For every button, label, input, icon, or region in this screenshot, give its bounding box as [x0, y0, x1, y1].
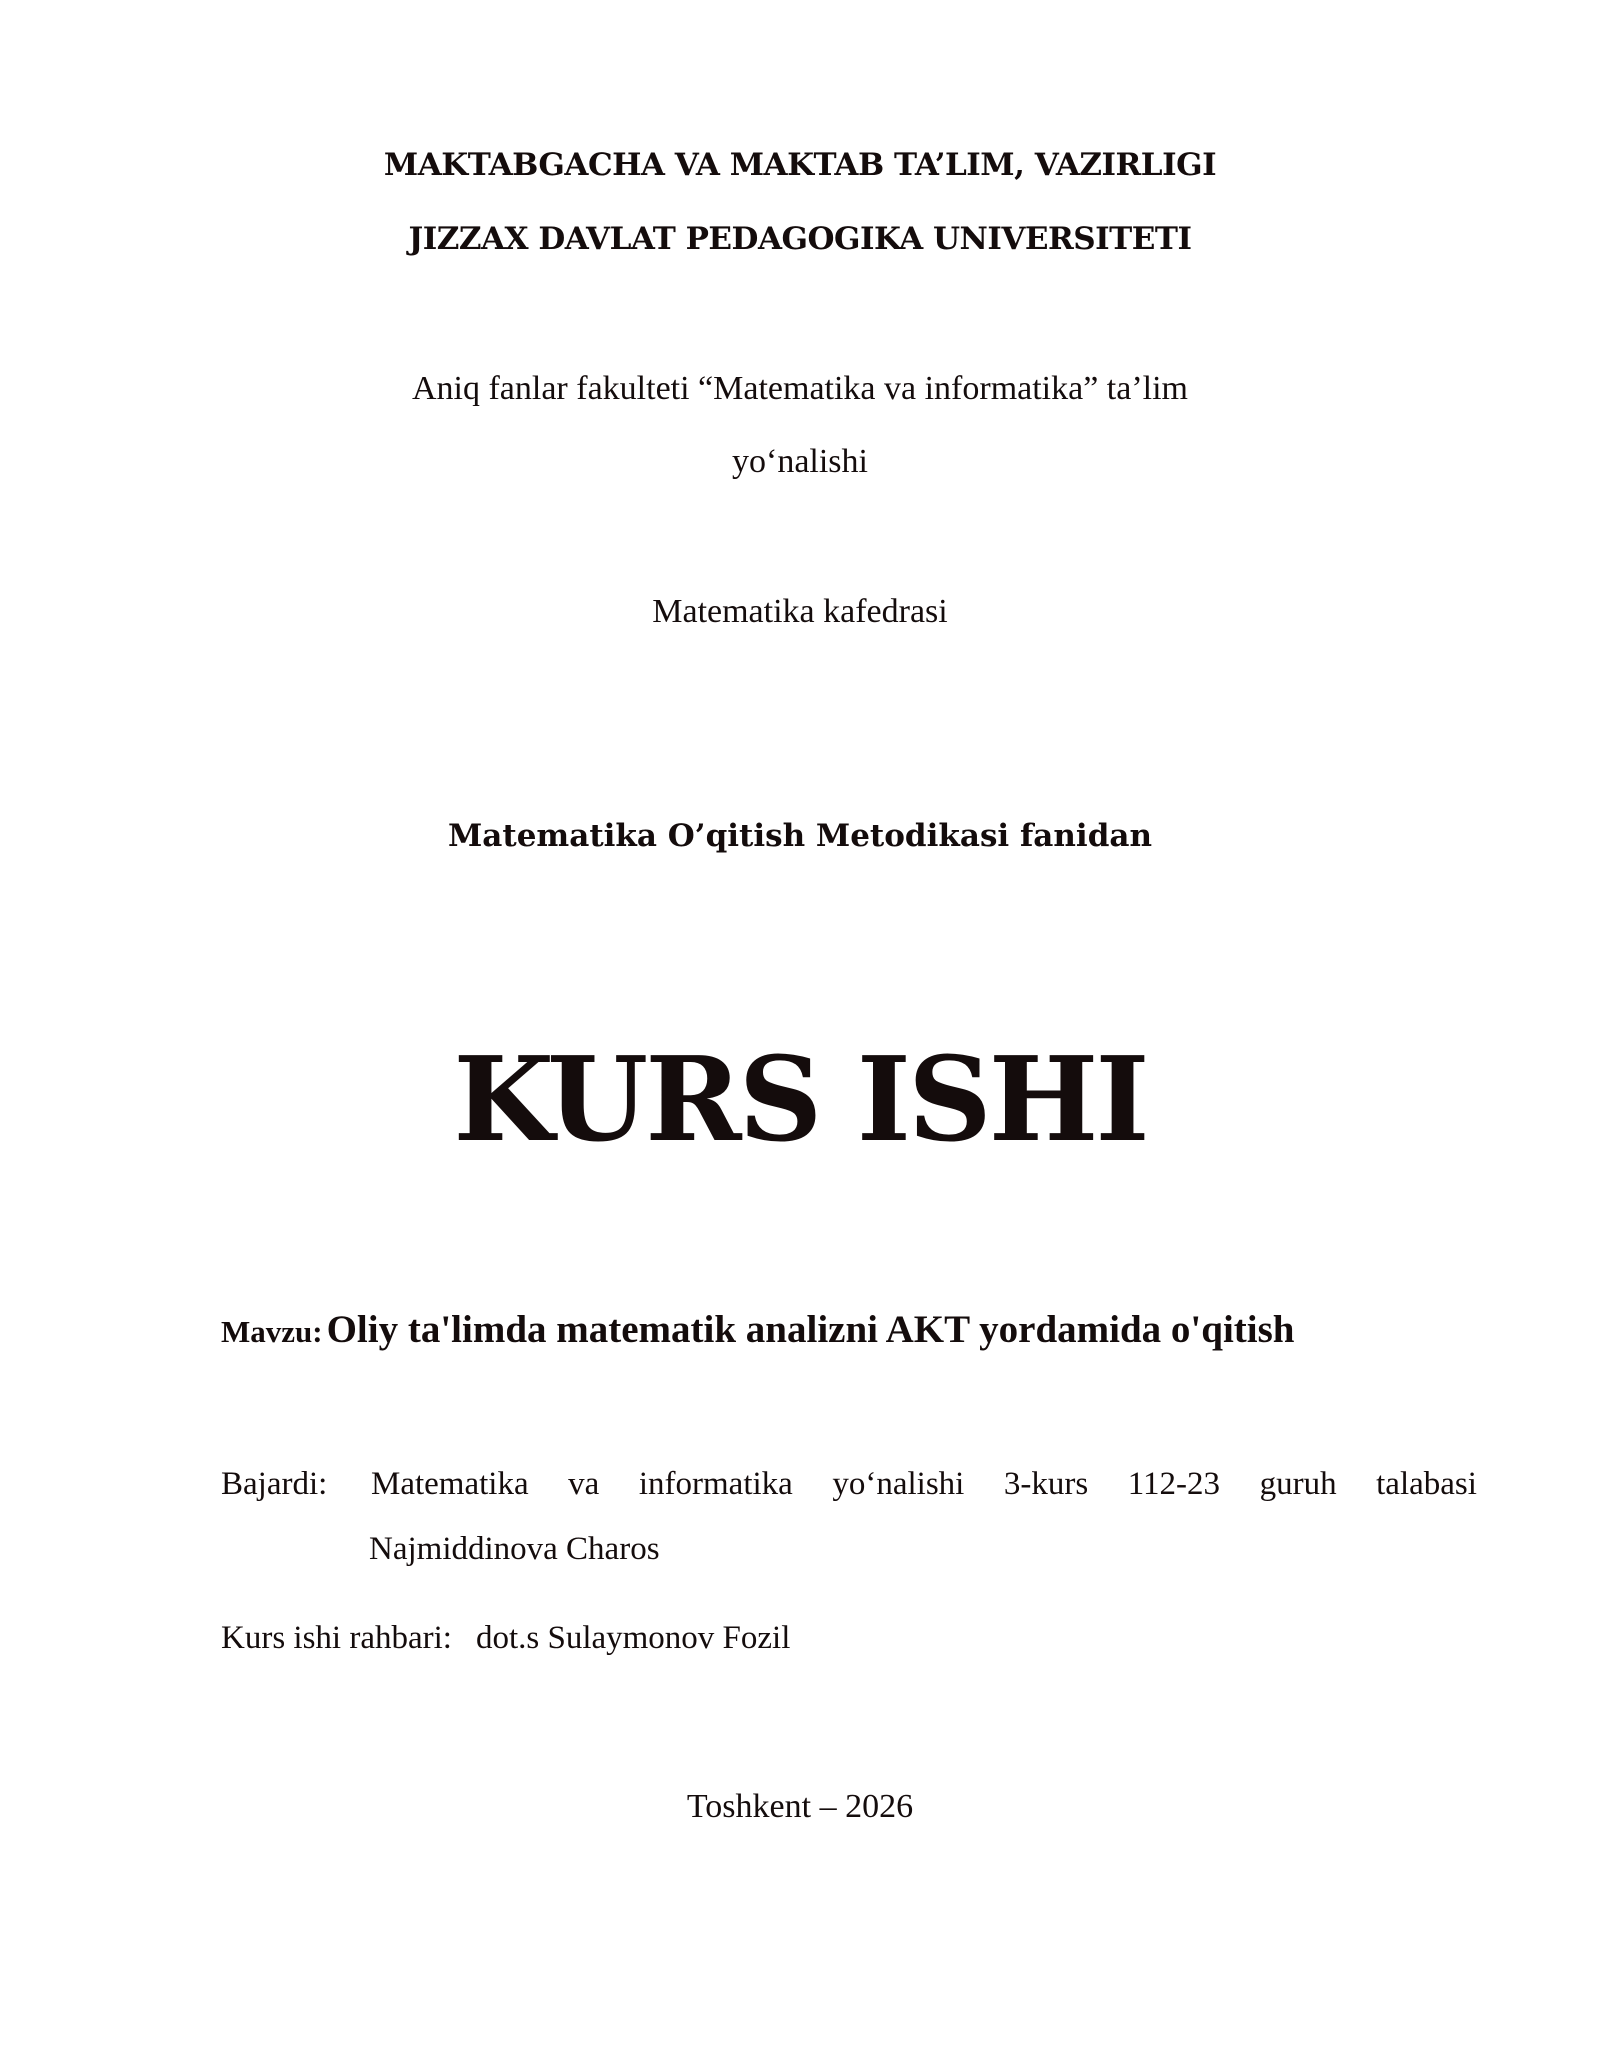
performer-word: va — [568, 1466, 600, 1502]
performer-line — [221, 1466, 1477, 1503]
performer-label: Bajardi: — [221, 1466, 328, 1502]
performer-word: talabasi — [1376, 1466, 1477, 1502]
ministry-name: MAKTABGACHA VA MAKTAB TA’LIM, VAZIRLIGI — [383, 147, 1217, 183]
university-name: JIZZAX DAVLAT PEDAGOGIKA UNIVERSITETI — [408, 221, 1192, 257]
faculty-line-1: Aniq fanlar fakulteti “Matematika va informatika” ta’lim — [411, 370, 1189, 407]
supervisor-line — [221, 1620, 790, 1657]
performer-word: guruh — [1259, 1466, 1337, 1502]
performer-word: yo‘nalishi — [832, 1466, 965, 1502]
document-title: KURS ISHI — [453, 1032, 1147, 1168]
performer-word: 112-23 — [1127, 1466, 1221, 1502]
topic-label: Mavzu: — [221, 1314, 323, 1349]
supervisor-label: Kurs ishi rahbari: — [221, 1620, 452, 1656]
topic-line — [221, 1307, 1294, 1352]
performer-word: 3-kurs — [1003, 1466, 1089, 1502]
faculty-line-2: yo‘nalishi — [732, 443, 868, 480]
subject-name: Matematika O’qitish Metodikasi fanidan — [447, 818, 1153, 854]
performer-word: Matematika — [371, 1466, 529, 1502]
city-year: Toshkent – 2026 — [686, 1788, 914, 1825]
topic-value: Oliy ta'limda matematik analizni AKT yordamida o'qitish — [326, 1308, 1295, 1351]
performer-word: informatika — [638, 1466, 793, 1502]
student-name: Najmiddinova Charos — [369, 1531, 660, 1567]
performer-description — [371, 1466, 1477, 1503]
supervisor-name: dot.s Sulaymonov Fozil — [475, 1620, 791, 1656]
department-name: Matematika kafedrasi — [652, 593, 948, 630]
